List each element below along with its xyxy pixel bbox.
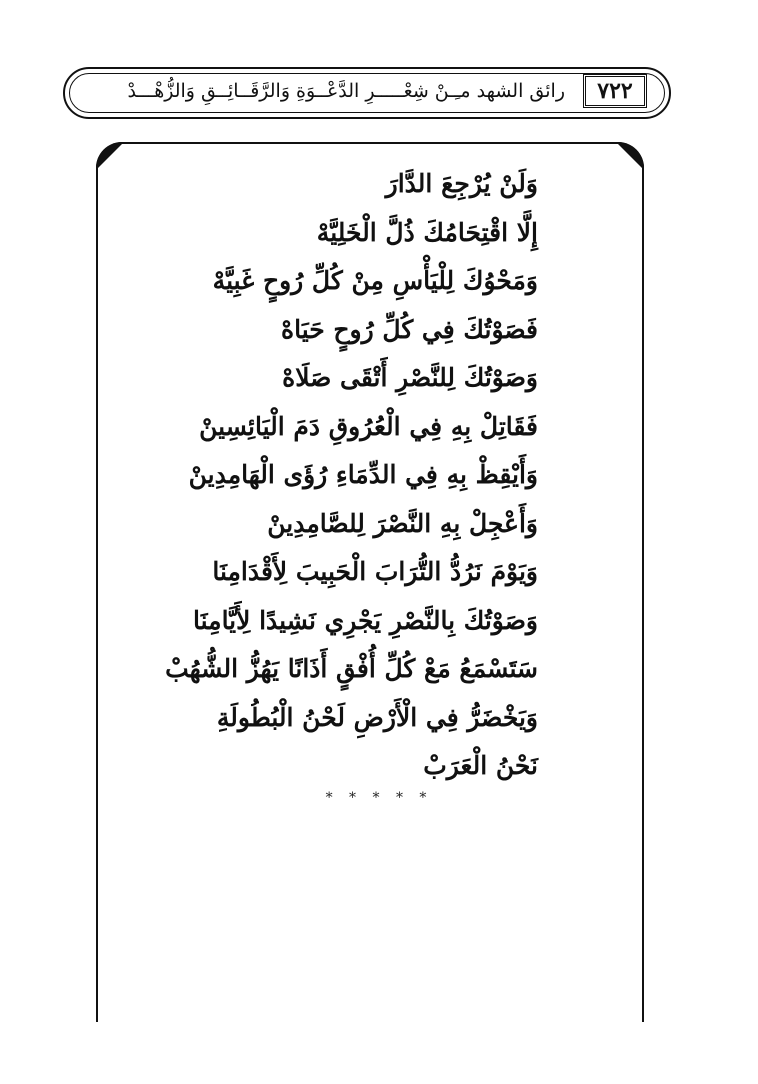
poem	[78, 160, 538, 791]
poem-line: وَمَحْوُكَ لِلْيَأْسِ مِنْ كُلِّ رُوحٍ غَبِيَّهْ	[212, 266, 538, 295]
poem-line: وَيَخْضَرُّ فِي الْأَرْضِ لَحْنُ الْبُطُولَةِ	[216, 702, 538, 732]
poem-line: وَيَوْمَ نَرُدُّ التُّرَابَ الْحَبِيبَ لِأَقْدَامِنَا	[212, 557, 538, 586]
running-header	[63, 67, 671, 119]
poem-line: وَأَعْجِلْ بِهِ النَّصْرَ لِلصَّامِدِينْ	[267, 508, 538, 538]
poem-line: إِلَّا اقْتِحَامُكَ ذُلَّ الْخَلِيَّهْ	[316, 217, 538, 247]
poem-line: فَصَوْتُكَ فِي كُلِّ رُوحٍ حَيَاهْ	[280, 314, 538, 344]
poem-line: وَلَنْ يُرْجِعَ الدَّارَ	[385, 169, 538, 198]
book-title: رائق الشهد مـِـنْ شِعْـــــرِ الدَّعْــوَةِ وَالرَّقَــائِــقِ وَالزُّهْـــدْ	[127, 80, 565, 102]
poem-line: وَأَيْقِظْ بِهِ فِي الدِّمَاءِ رُؤَى الْهَامِدِينْ	[188, 460, 538, 489]
poem-line: سَتَسْمَعُ مَعْ كُلِّ أُفْقٍ أَذَانًا يَهُزُّ الشُّهُبْ	[165, 654, 538, 683]
page-number: ٧٢٢	[583, 74, 647, 108]
poem-line: وَصَوْتُكَ لِلنَّصْرِ أَتْقَى صَلَاهْ	[282, 363, 538, 392]
section-separator: * * * * *	[325, 790, 433, 806]
poem-line: فَقَاتِلْ بِهِ فِي الْعُرُوقِ دَمَ الْيَائِسِينْ	[199, 411, 538, 441]
poem-line: نَحْنُ الْعَرَبْ	[423, 751, 538, 780]
poem-line: وَصَوْتُكَ بِالنَّصْرِ يَجْرِي نَشِيدًا لِأَيَّامِنَا	[193, 605, 538, 635]
